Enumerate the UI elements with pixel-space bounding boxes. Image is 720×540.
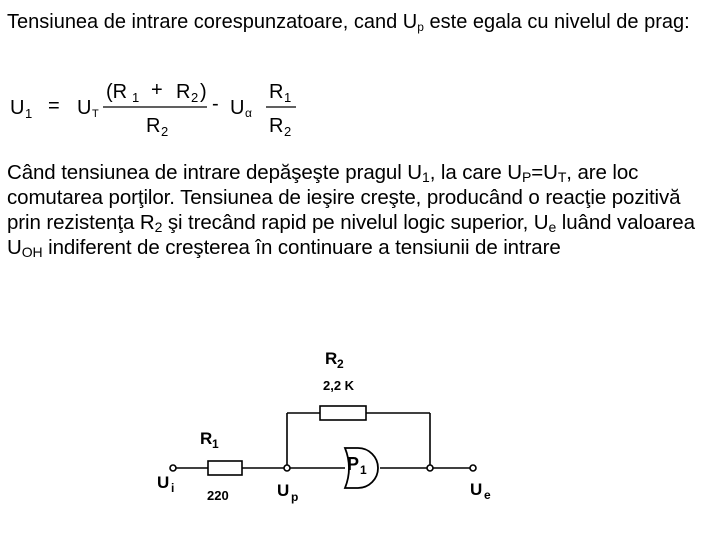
intro-sub-p: p <box>417 20 424 34</box>
intro-text-2: este egala cu nivelul de prag: <box>423 11 690 33</box>
expl-sub-t: T <box>557 169 567 185</box>
formula-ua-u: U <box>230 97 245 119</box>
r2-sub: 2 <box>337 357 344 371</box>
expl-text-f: luând valoarea U <box>7 211 695 259</box>
expl-text-c: =U <box>531 161 558 184</box>
intro-text-1: Tensiunea de intrare corespunzatoare, cand U <box>7 11 418 33</box>
r1-value: 220 <box>207 488 229 503</box>
formula-num1-plus: + <box>151 79 163 101</box>
r1-sub: 1 <box>212 437 219 451</box>
formula-num1-r2: R <box>176 81 191 103</box>
expl-sub-1: 1 <box>422 169 430 185</box>
threshold-formula <box>0 70 310 140</box>
output-sub: e <box>484 488 491 502</box>
up-sub: p <box>291 490 299 504</box>
expl-text-a: Când tensiunea de intrare depăşeşte pragul U <box>7 161 422 184</box>
r1-label: R <box>200 429 213 448</box>
node-up <box>284 465 290 471</box>
input-sub: i <box>171 481 175 495</box>
expl-text-g: indiferent de creşterea în continuare a tensiunii de intrare <box>42 236 561 259</box>
formula-den1-r: R <box>146 115 161 137</box>
resistor-r2 <box>320 406 366 420</box>
expl-sub-e: e <box>548 219 557 235</box>
expl-sub-oh: OH <box>21 244 43 260</box>
r2-value: 2,2 K <box>323 378 355 393</box>
gate-p1-label: P <box>347 454 360 474</box>
formula-num1-sub1: 1 <box>132 90 140 105</box>
formula-lhs-sub: 1 <box>25 106 33 121</box>
explanation-paragraph <box>7 160 717 260</box>
formula-lhs-u: U <box>10 97 25 119</box>
formula-num1-open: (R <box>106 81 128 103</box>
formula-den2-r: R <box>269 115 284 137</box>
resistor-r1 <box>208 461 242 475</box>
formula-num2-r: R <box>269 81 284 103</box>
formula-den1-sub: 2 <box>161 124 169 139</box>
expl-text-d: , are loc comutarea porţilor. Tensiunea de ieşire creşte, producând o reacţie pozitivă prin rezistenţa R <box>7 161 681 234</box>
output-label: U <box>470 480 483 499</box>
formula-den2-sub: 2 <box>284 124 292 139</box>
node-output-junction <box>427 465 433 471</box>
expl-sub-p: P <box>522 169 532 185</box>
expl-sub-2: 2 <box>154 219 163 235</box>
formula-ut-sub: T <box>92 108 99 120</box>
formula-ua-sub: α <box>245 106 252 120</box>
up-label: U <box>277 481 290 500</box>
schmitt-trigger-circuit <box>140 340 520 540</box>
intro-paragraph <box>7 10 707 35</box>
input-label: U <box>157 473 170 492</box>
terminal-output <box>470 465 476 471</box>
formula-num1-sub2: 2 <box>191 90 199 105</box>
formula-num2-sub: 1 <box>284 90 292 105</box>
r2-label: R <box>325 349 338 368</box>
gate-p1-sub: 1 <box>360 463 367 477</box>
expl-text-e: şi trecând rapid pe nivelul logic superior, U <box>162 211 549 234</box>
formula-minus: - <box>212 93 219 115</box>
formula-ut-u: U <box>77 97 92 119</box>
terminal-input <box>170 465 176 471</box>
formula-num1-close: ) <box>200 81 207 103</box>
formula-equals: = <box>48 95 60 117</box>
expl-text-b: , la care U <box>429 161 523 184</box>
